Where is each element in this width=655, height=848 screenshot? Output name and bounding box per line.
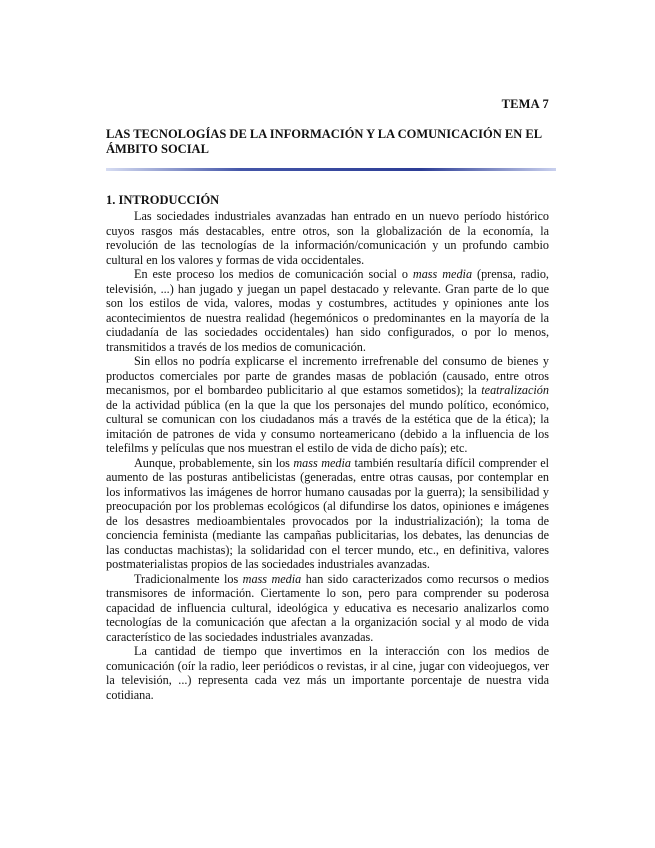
paragraph-2-text-a: En este proceso los medios de comunicación social o [134,267,413,281]
paragraph-2 [106,267,549,354]
chapter-label: TEMA 7 [501,97,549,111]
chapter-title: LAS TECNOLOGÍAS DE LA INFORMACIÓN Y LA COMUNICACIÓN EN EL ÁMBITO SOCIAL [106,127,542,156]
paragraph-4-text-b: también resultaría difícil comprender el aumento de las posturas antibelicistas (generadas, entre otras causas, por contemplar en los informativos las imágenes de horror humano causadas por la guerra); la sensibilidad y preocupación por los problemas ecológicos (al difundirse los datos, opiniones e imágenes de los desastres medioambientales provocados por la industrialización); la toma de conciencia feminista (mediante las campañas publicitarias, los debates, las denuncias de las conductas machistas); la solidaridad con el tercer mundo, etc., en definitiva, valores postmaterialistas propios de las sociedades industriales avanzadas. [106,455,549,571]
paragraph-5-text-a: Tradicionalmente los [134,571,243,586]
paragraph-6: La cantidad de tiempo que invertimos en la interacción con los medios de comunicación (oír la radio, leer periódicos o revistas, ir al cine, jugar con videojuegos, ver la televisión, ...) representa cada vez más un importante porcentaje de nuestra vida cotidiana. [106,644,549,702]
title-divider [106,168,556,171]
paragraph-3-text-a: Sin ellos no podría explicarse el incremento irrefrenable del consumo de bienes y productos comerciales por parte de grandes masas de población (causado, entre otros mecanismos, por el bombardeo publicitario al que estamos sometidos); la [106,354,549,397]
paragraph-1: Las sociedades industriales avanzadas han entrado en un nuevo período histórico cuyos rasgos más destacables, entre otros, son la globalización de la economía, la revolución de las tecnologías de la información/comunicación y un profundo cambio cultural en los valores y formas de vida occidentales. [106,209,549,267]
paragraph-4 [106,456,549,572]
paragraph-4-emphasis: mass media [293,455,351,470]
paragraph-2-emphasis: mass media [412,267,473,281]
paragraph-3-emphasis: teatralización [481,383,549,397]
paragraph-3-text-b: de la actividad pública (en la que la que los personajes del mundo político, económico, cultural se comunican con los ciudadanos más a través de la estética que de la ética); la imitación de patrones de vida y consumo norteamericano (debido a la influencia de los telefilms y películas que nos muestran el estilo de vida de dicho país); etc. [106,397,549,455]
paragraph-5-emphasis: mass media [242,571,302,586]
paragraph-4-text-a: Aunque, probablemente, sin los [134,455,294,470]
paragraph-5 [106,572,549,645]
body-text [106,209,549,702]
paragraph-2-text-b: (prensa, radio, televisión, ...) han jugado y juegan un papel destacado y relevante. Gran parte de lo que son los estilos de vida, valores, modas y costumbres, actitudes y opiniones ante los acontecimientos de nuestra realidad (hegemónicos o predominantes en la mayoría de la ciudadanía de las sociedades occidentales) han sido configurados, o por lo menos, transmitidos a través de los medios de comunicación. [106,267,549,354]
paragraph-5-text-b: han sido caracterizados como recursos o medios transmisores de información. Ciertamente lo son, pero para comprender su poderosa capacidad de influencia cultural, ideológica y educativa es necesario analizarlos como tecnologías de la comunicación que afectan a la organización social y al modo de vida característico de las sociedades industriales avanzadas. [106,571,549,644]
paragraph-3 [106,354,549,456]
section-heading: 1. INTRODUCCIÓN [106,193,220,207]
